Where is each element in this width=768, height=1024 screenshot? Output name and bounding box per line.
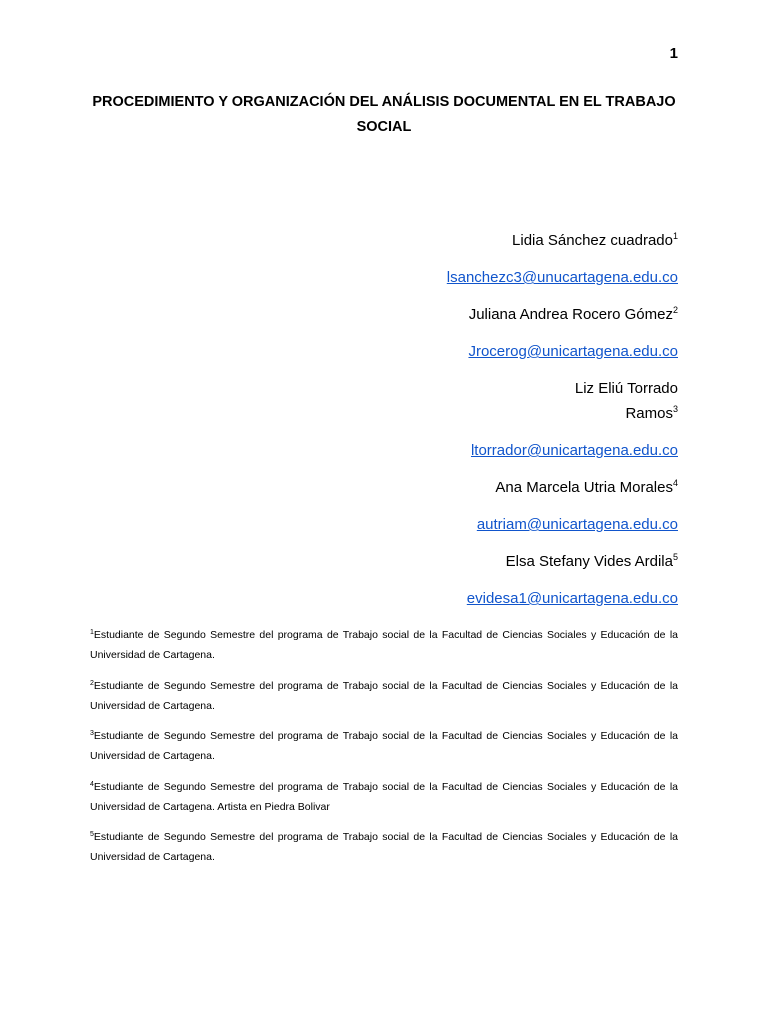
- footnote-mark: 5: [90, 831, 94, 838]
- footnote-mark: 1: [90, 629, 94, 636]
- footnote: $^4$Estudiante de Segundo Semestre del programa de Trabajo social de la Facultad de Ciencias Sociales y Educación de la Universidad de Cartagena. Artista en Piedra Bolivar: [90, 780, 678, 813]
- author-name: Lidia Sánchez cuadrado$^1$: [512, 231, 678, 249]
- footnote-mark: 2: [90, 679, 94, 687]
- footnote-mark: 5: [672, 552, 678, 562]
- footnote: $^3$Estudiante de Segundo Semestre del programa de Trabajo social de la Facultad de Ciencias Sociales y Educación de la Universidad de Cartagena.: [90, 730, 678, 762]
- author-email-line: [278, 438, 678, 463]
- author-email-line: [278, 586, 678, 611]
- footnote: $^5$Estudiante de Segundo Semestre del programa de Trabajo social de la Facultad de Ciencias Sociales y Educación de la Universidad de Cartagena.: [90, 831, 678, 863]
- author-email-line: [278, 265, 678, 290]
- footnote-mark: 4: [90, 780, 94, 788]
- author-name: Elsa Stefany Vides Ardila$^5$: [505, 552, 678, 570]
- page-number: 1: [669, 45, 678, 62]
- author-name: Liz Eliú Torrado Ramos$^3$: [574, 380, 678, 422]
- author-email-link[interactable]: lsanchezc3@unucartagena.edu.co: [446, 269, 678, 286]
- document-title: PROCEDIMIENTO Y ORGANIZACIÓN DEL ANÁLISIS DOCUMENTAL EN EL TRABAJO SOCIAL: [92, 94, 676, 135]
- author-email-line: [278, 339, 678, 364]
- author-email-link[interactable]: autriam@unicartagena.edu.co: [476, 516, 678, 533]
- author-name: Juliana Andrea Rocero Gómez$^2$: [468, 305, 678, 323]
- footnote-mark: 2: [672, 305, 678, 315]
- footnotes-section: [90, 625, 678, 878]
- footnote: $^1$Estudiante de Segundo Semestre del programa de Trabajo social de la Facultad de Ciencias Sociales y Educación de la Universidad de Cartagena.: [90, 629, 678, 661]
- author-name: Ana Marcela Utria Morales$^4$: [495, 478, 678, 496]
- footnote-mark: 3: [672, 404, 678, 414]
- footnote-mark: 4: [672, 478, 678, 488]
- author-email-link[interactable]: evidesa1@unicartagena.edu.co: [466, 590, 678, 607]
- author-email-link[interactable]: ltorrador@unicartagena.edu.co: [470, 442, 678, 459]
- author-email-line: [278, 512, 678, 537]
- footnote-mark: 1: [672, 231, 678, 241]
- footnote: $^2$Estudiante de Segundo Semestre del programa de Trabajo social de la Facultad de Ciencias Sociales y Educación de la Universidad de Cartagena.: [90, 679, 678, 712]
- footnote-mark: 3: [90, 730, 94, 737]
- author-list: [278, 228, 678, 623]
- author-email-link[interactable]: Jrocerog@unicartagena.edu.co: [468, 343, 678, 360]
